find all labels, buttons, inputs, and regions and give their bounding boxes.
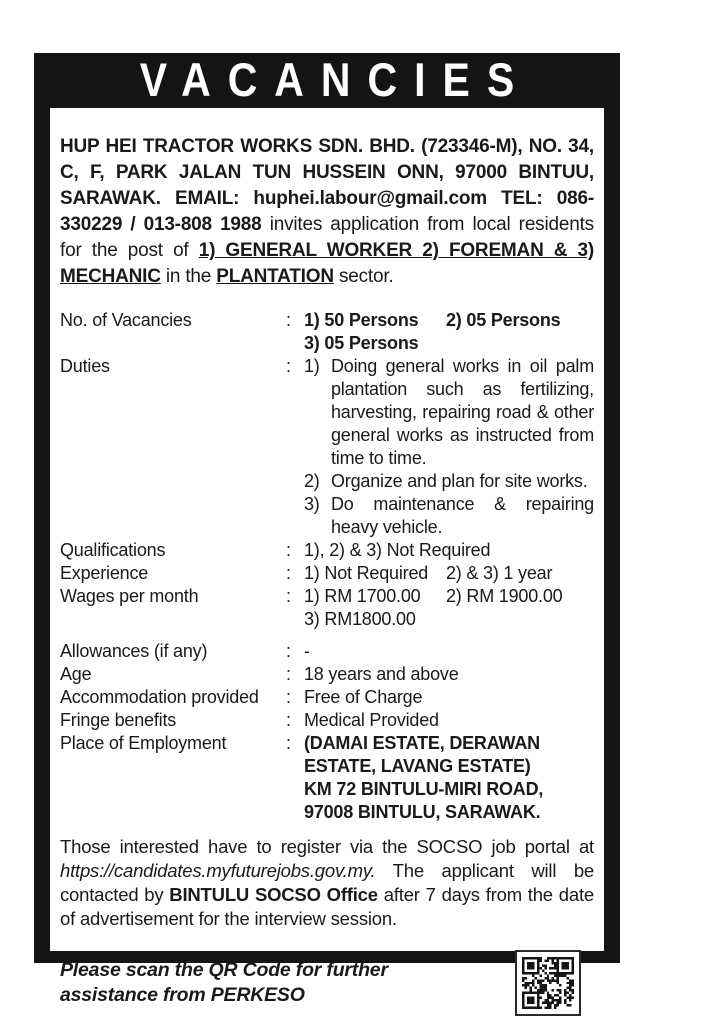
- detail-row-employment-place: [60, 732, 594, 824]
- duty-number: 1): [304, 356, 320, 376]
- footer-text: Those interested have to register via the SOCSO job portal at: [60, 836, 594, 857]
- detail-row-wages: [60, 585, 594, 631]
- portal-url: https://candidates.myfuturejobs.gov.my.: [60, 860, 376, 881]
- duty-item: [304, 355, 594, 470]
- row-colon: :: [286, 310, 291, 330]
- ad-frame: [34, 53, 620, 1006]
- experience-col2: 2) & 3) 1 year: [446, 563, 553, 583]
- duty-text: Do maintenance & repairing heavy vehicle.: [331, 494, 594, 537]
- row-colon: :: [286, 540, 291, 560]
- row-value: [304, 309, 594, 355]
- duty-text: Doing general works in oil palm plantation such as fertilizing, harvesting, repairing road & other general works as instructed from time to time.: [331, 356, 594, 468]
- detail-row-duties: [60, 355, 594, 539]
- socso-office: BINTULU SOCSO Office: [169, 884, 378, 905]
- detail-row-vacancies: [60, 309, 594, 355]
- vacancies-col2: 2) 05 Persons: [446, 310, 561, 330]
- qr-frame: [515, 950, 581, 1016]
- row-colon: :: [286, 733, 291, 753]
- row-label: Wages per month: [60, 586, 199, 606]
- intro-text-2: in the: [160, 266, 217, 287]
- detail-row-allowances: [60, 640, 594, 663]
- wages-col1: 1) RM 1700.00: [304, 586, 421, 606]
- row-value: Free of Charge: [304, 687, 423, 707]
- registration-paragraph: [60, 835, 594, 931]
- row-label: Allowances (if any): [60, 641, 208, 661]
- intro-paragraph: [60, 134, 594, 290]
- row-label: Duties: [60, 356, 110, 376]
- row-value: [304, 562, 594, 585]
- intro-text-3: sector.: [333, 266, 394, 287]
- row-label: Place of Employment: [60, 733, 227, 753]
- wages-line2: 3) RM1800.00: [304, 609, 416, 629]
- row-label: Qualifications: [60, 540, 166, 560]
- employment-address: KM 72 BINTULU-MIRI ROAD, 97008 BINTULU, SARAWAK.: [304, 779, 544, 822]
- row-label: No. of Vacancies: [60, 310, 192, 330]
- post-names: 1) GENERAL WORKER 2) FOREMAN & 3) MECHANIC: [60, 240, 594, 287]
- qr-code-icon: [522, 957, 574, 1009]
- wages-col2: 2) RM 1900.00: [446, 586, 563, 606]
- row-value: [304, 585, 594, 631]
- row-label: Age: [60, 664, 92, 684]
- row-colon: :: [286, 710, 291, 730]
- detail-row-experience: [60, 562, 594, 585]
- detail-row-qualifications: [60, 539, 594, 562]
- row-label: Experience: [60, 563, 149, 583]
- row-colon: :: [286, 356, 291, 376]
- detail-row-accommodation: [60, 686, 594, 709]
- row-colon: :: [286, 664, 291, 684]
- row-colon: :: [286, 687, 291, 707]
- row-label: Accommodation provided: [60, 687, 259, 707]
- detail-row-age: [60, 663, 594, 686]
- intro-text: invites application from local residents for the post of: [60, 214, 594, 261]
- row-label: Fringe benefits: [60, 710, 177, 730]
- duty-item: [304, 470, 594, 493]
- vacancies-line2: 3) 05 Persons: [304, 333, 419, 353]
- page-title: VACANCIES: [139, 53, 532, 107]
- experience-col1: 1) Not Required: [304, 563, 429, 583]
- duty-number: 2): [304, 471, 320, 491]
- row-value: 1), 2) & 3) Not Required: [304, 540, 491, 560]
- row-value: -: [304, 641, 310, 661]
- company-info: HUP HEI TRACTOR WORKS SDN. BHD. (723346-M), NO. 34, C, F, PARK JALAN TUN HUSSEIN ONN, 97000 BINTUU, SARAWAK. EMAIL: huphei.labour@gmail.com TEL: 086-330229 / 013-808 1988: [60, 136, 594, 235]
- row-value: 18 years and above: [304, 664, 459, 684]
- qr-section: [60, 950, 594, 1016]
- row-value: [304, 732, 594, 824]
- row-colon: :: [286, 586, 291, 606]
- duty-text: Organize and plan for site works.: [331, 471, 588, 491]
- duty-item: [304, 493, 594, 539]
- row-colon: :: [286, 641, 291, 661]
- ad-header: [34, 53, 620, 108]
- vacancies-col1: 1) 50 Persons: [304, 310, 419, 330]
- sector-name: PLANTATION: [216, 266, 334, 287]
- details-table: [60, 309, 594, 824]
- employment-estates: (DAMAI ESTATE, DERAWAN ESTATE, LAVANG ESTATE): [304, 733, 540, 776]
- row-value: Medical Provided: [304, 710, 439, 730]
- ad-content: [50, 108, 604, 1006]
- row-value: [304, 355, 594, 539]
- footer-text-2: The applicant will be contacted by: [60, 860, 594, 905]
- qr-note: Please scan the QR Code for further assistance from PERKESO: [60, 958, 388, 1006]
- duty-number: 3): [304, 494, 320, 514]
- footer-text-3: after 7 days from the date of advertisement for the interview session.: [60, 884, 594, 929]
- detail-row-fringe-benefits: [60, 709, 594, 732]
- row-colon: :: [286, 563, 291, 583]
